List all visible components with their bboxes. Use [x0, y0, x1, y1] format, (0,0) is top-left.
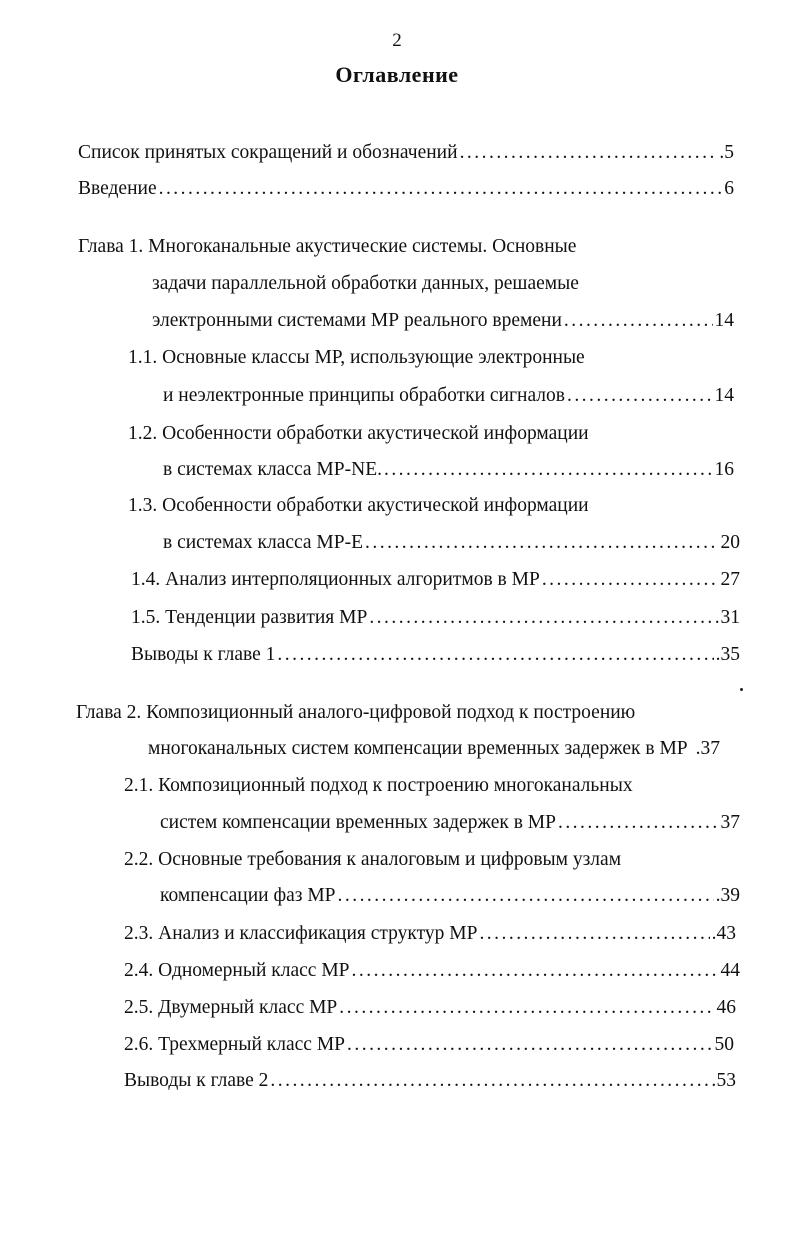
toc-entry-label: электронными системами МР реального времени	[152, 310, 562, 331]
toc-chapter-2[interactable]	[148, 734, 740, 764]
dot-leader	[479, 919, 709, 949]
toc-entry-label: Введение	[78, 178, 157, 199]
toc-entry-label: Выводы к главе 1	[131, 644, 276, 665]
dot-leader	[460, 138, 718, 168]
toc-section-1-5[interactable]	[131, 603, 740, 633]
toc-page-number: 6	[724, 178, 734, 199]
toc-section-2-6[interactable]	[124, 1030, 734, 1060]
toc-entry-label: компенсации фаз МР	[160, 885, 336, 906]
toc-page-number: .37	[695, 738, 721, 759]
toc-chapter-1-line-1[interactable]: Глава 1. Многоканальные акустические системы. Основные	[78, 236, 577, 257]
toc-entry-label: 2.3. Анализ и классификация структур МР	[124, 923, 478, 944]
toc-page-number: .43	[711, 923, 736, 944]
toc-section-1-2[interactable]	[163, 455, 734, 485]
dot-leader	[270, 1066, 714, 1096]
dot-leader	[365, 528, 718, 558]
toc-chapter-1[interactable]	[152, 306, 734, 336]
toc-entry-label: 2.5. Двумерный класс МР	[124, 997, 338, 1018]
stray-mark	[740, 688, 743, 691]
toc-section-1-1-line-1[interactable]: 1.1. Основные классы МР, использующие электронные	[128, 347, 585, 368]
toc-page-number: 20	[720, 532, 740, 553]
dot-leader	[567, 381, 713, 411]
page-number: 2	[392, 30, 402, 51]
toc-entry-label: 2.6. Трехмерный класс МР	[124, 1034, 346, 1055]
toc-entry-introduction[interactable]	[78, 174, 734, 204]
toc-section-1-4[interactable]	[131, 565, 740, 595]
toc-chapter-1-line-2[interactable]: задачи параллельной обработки данных, решаемые	[152, 273, 579, 294]
toc-section-2-3[interactable]	[124, 919, 736, 949]
dot-leader	[558, 808, 719, 838]
toc-entry-label: Список принятых сокращений и обозначений	[78, 142, 458, 163]
toc-section-2-2[interactable]	[160, 881, 740, 911]
toc-section-2-1[interactable]	[160, 808, 740, 838]
toc-entry-label: и неэлектронные принципы обработки сигналов	[163, 385, 565, 406]
toc-entry-label: 1.4. Анализ интерполяционных алгоритмов в МР	[131, 569, 540, 590]
page-title: Оглавление	[335, 62, 459, 87]
toc-page-number: 16	[714, 459, 734, 480]
toc-entry-label: Выводы к главе 2	[124, 1070, 269, 1091]
toc-page-number: 50	[714, 1034, 734, 1055]
toc-entry-label: 1.5. Тенденции развития МР	[131, 607, 368, 628]
dot-leader	[339, 993, 714, 1023]
toc-entry-abbreviations[interactable]	[78, 138, 734, 168]
toc-section-1-3-line-1[interactable]: 1.3. Особенности обработки акустической информации	[128, 495, 589, 516]
toc-page-number: 14	[714, 310, 734, 331]
toc-section-1-2-line-1[interactable]: 1.2. Особенности обработки акустической информации	[128, 423, 589, 444]
toc-section-1-1[interactable]	[163, 381, 734, 411]
toc-page-number: .35	[715, 644, 740, 665]
dot-leader	[159, 174, 723, 204]
dot-leader	[369, 603, 718, 633]
toc-section-2-2-line-1[interactable]: 2.2. Основные требования к аналоговым и цифровым узлам	[124, 849, 622, 870]
toc-page-number: 27	[720, 569, 740, 590]
dot-leader	[277, 640, 713, 670]
toc-page-number: 37	[720, 812, 740, 833]
toc-page-number: 31	[720, 607, 740, 628]
toc-entry-label: в системах класса МР-NE.	[163, 459, 382, 480]
dot-leader	[338, 881, 714, 911]
toc-section-2-4[interactable]	[124, 956, 740, 986]
toc-entry-label: 2.4. Одномерный класс МР	[124, 960, 350, 981]
toc-entry-label: в системах класса МР-Е	[163, 532, 364, 553]
dot-leader	[347, 1030, 712, 1060]
dot-leader	[542, 565, 719, 595]
toc-section-1-3[interactable]	[163, 528, 740, 558]
toc-page-number: 46	[716, 997, 736, 1018]
toc-chapter-2-line-1[interactable]: Глава 2. Композиционный аналого-цифровой подход к построению	[76, 702, 636, 723]
toc-entry-label: многоканальных систем компенсации временных задержек в МР	[148, 738, 688, 759]
toc-page-number: .5	[719, 142, 734, 163]
toc-page-number: 53	[716, 1070, 736, 1091]
toc-page-number: 44	[720, 960, 740, 981]
toc-conclusions-chapter-1[interactable]	[131, 640, 740, 670]
dot-leader	[384, 455, 713, 485]
toc-section-2-1-line-1[interactable]: 2.1. Композиционный подход к построению многоканальных	[124, 775, 633, 796]
toc-page-number: 14	[714, 385, 734, 406]
dot-leader	[564, 306, 713, 336]
toc-section-2-5[interactable]	[124, 993, 736, 1023]
toc-entry-label: систем компенсации временных задержек в МР	[160, 812, 556, 833]
toc-conclusions-chapter-2[interactable]	[124, 1066, 736, 1096]
toc-page-number: .39	[715, 885, 740, 906]
dot-leader	[352, 956, 719, 986]
